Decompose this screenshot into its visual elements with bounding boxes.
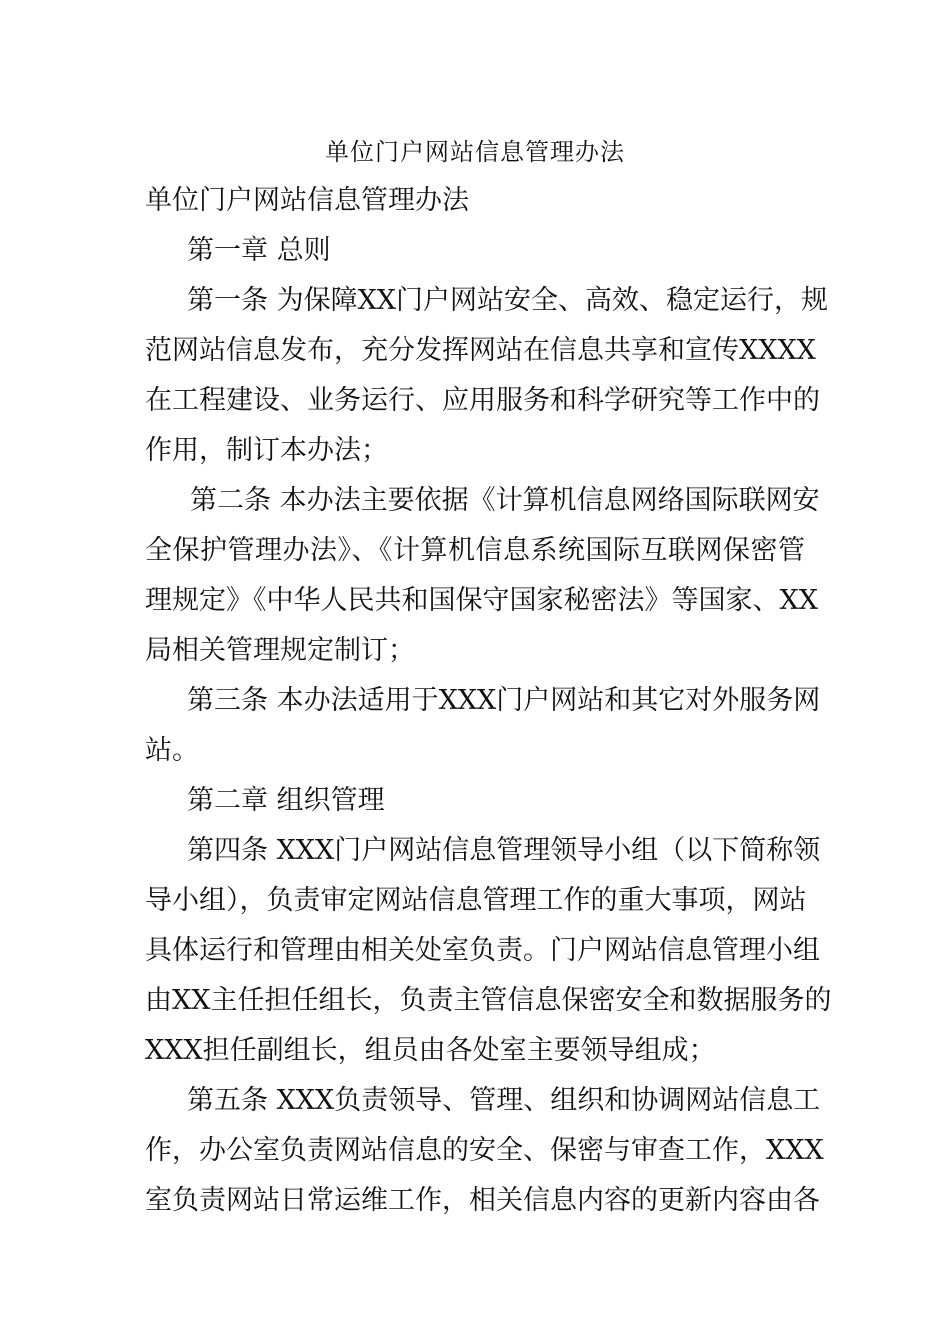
chapter-2-heading: 第二章 组织管理 bbox=[187, 785, 385, 816]
chapter-1-heading: 第一章 总则 bbox=[187, 235, 331, 266]
article-4-line-2: 导小组），负责审定网站信息管理工作的重大事项，网站 bbox=[145, 885, 807, 916]
article-2-line-1: 第二条 本办法主要依据《计算机信息网络国际联网安 bbox=[190, 485, 820, 516]
article-1-line-2: 范网站信息发布，充分发挥网站在信息共享和宣传XXXX bbox=[145, 335, 816, 366]
article-4-line-1: 第四条 XXX门户网站信息管理领导小组（以下简称领 bbox=[187, 835, 821, 866]
article-1-line-3: 在工程建设、业务运行、应用服务和科学研究等工作中的 bbox=[145, 385, 820, 416]
article-2-line-3: 理规定》《中华人民共和国保守国家秘密法》等国家、XX bbox=[145, 585, 818, 616]
article-1-line-1: 第一条 为保障XX门户网站安全、高效、稳定运行，规 bbox=[187, 285, 829, 316]
article-4-line-5: XXX担任副组长，组员由各处室主要领导组成； bbox=[145, 1035, 716, 1066]
doc-heading: 单位门户网站信息管理办法 bbox=[145, 185, 469, 216]
article-4-line-4: 由XX主任担任组长，负责主管信息保密安全和数据服务的 bbox=[145, 985, 832, 1016]
article-5-line-3: 室负责网站日常运维工作，相关信息内容的更新内容由各 bbox=[145, 1185, 820, 1216]
document-title: 单位门户网站信息管理办法 bbox=[325, 138, 625, 166]
article-5-line-2: 作，办公室负责网站信息的安全、保密与审查工作，XXX bbox=[145, 1135, 824, 1166]
article-1-line-4: 作用，制订本办法； bbox=[145, 435, 388, 466]
article-3-line-2: 站。 bbox=[145, 735, 199, 766]
article-2-line-4: 局相关管理规定制订； bbox=[145, 635, 415, 666]
article-4-line-3: 具体运行和管理由相关处室负责。门户网站信息管理小组 bbox=[145, 935, 820, 966]
article-3-line-1: 第三条 本办法适用于XXX门户网站和其它对外服务网 bbox=[187, 685, 821, 716]
article-5-line-1: 第五条 XXX负责领导、管理、组织和协调网站信息工 bbox=[187, 1085, 821, 1116]
article-2-line-2: 全保护管理办法》、《计算机信息系统国际互联网保密管 bbox=[145, 535, 805, 566]
